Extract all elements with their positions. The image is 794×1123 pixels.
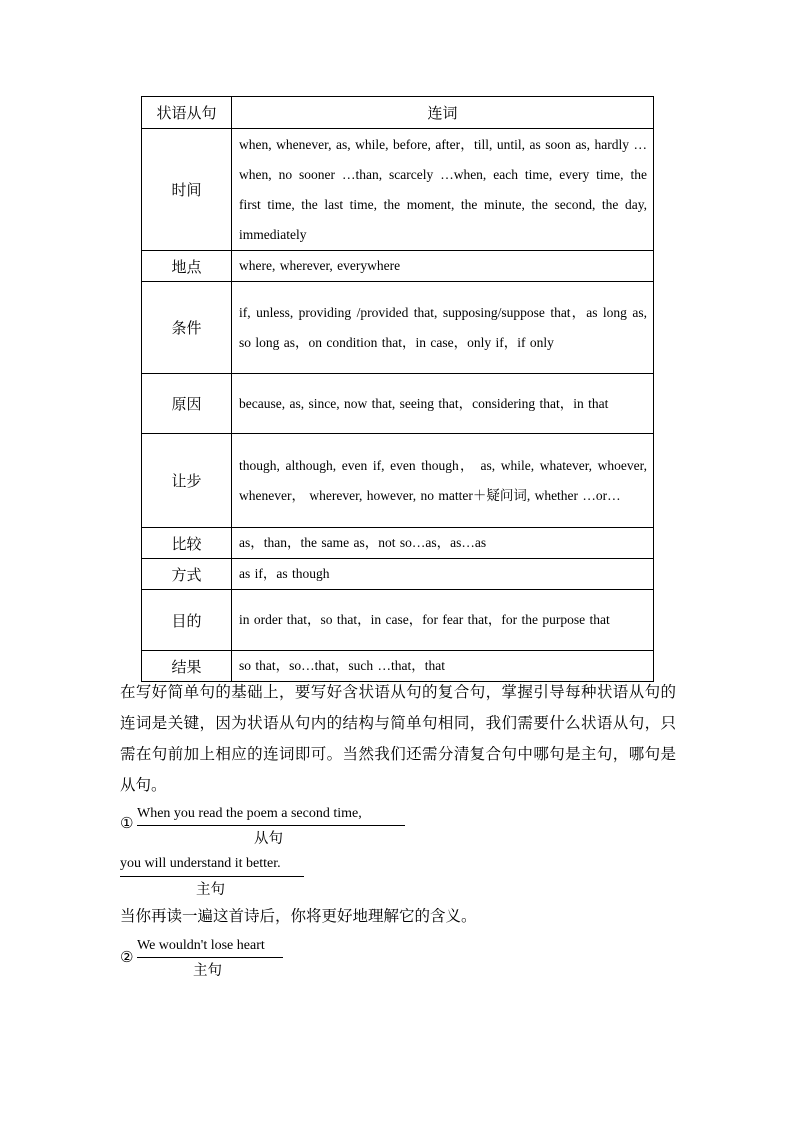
table-row [142,374,654,434]
header-conjunctions: 连词 [232,97,654,129]
table-row [142,251,654,282]
example-2-clause [120,936,320,980]
row-conjunctions-result: so that，so…that，such …that，that [232,651,654,682]
row-conjunctions-comparison: as，than，the same as，not so…as，as…as [232,528,654,559]
row-type-manner: 方式 [142,559,232,590]
table-row [142,559,654,590]
row-conjunctions-purpose: in order that，so that，in case，for fear that，for the purpose that [232,590,654,651]
row-type-place: 地点 [142,251,232,282]
row-type-comparison: 比较 [142,528,232,559]
example-1-clause [120,804,420,854]
row-conjunctions-concession: though, although, even if, even though， as, while, whatever, whoever, whenever， wherever, however, no matter＋疑问词, whether …or… [232,434,654,528]
table-header-row [142,97,654,129]
row-conjunctions-reason: because, as, since, now that, seeing that，considering that，in that [232,374,654,434]
table-row [142,129,654,251]
example-1-marker: ① [120,814,134,832]
example-2-main-clause: We wouldn't lose heart [137,938,265,953]
underline [120,876,304,877]
example-1-main [120,856,320,900]
row-type-purpose: 目的 [142,590,232,651]
example-2-marker: ② [120,948,134,966]
explanation-paragraph: 在写好简单句的基础上，要写好含状语从句的复合句，掌握引导每种状语从句的连词是关键，因为状语从句内的结构与简单句相同，我们需要什么状语从句，只需在句前加上相应的连词即可。当然我们还需分清复合句中哪句是主句，哪句是从句。 [120,683,676,794]
header-clause-type: 状语从句 [142,97,232,129]
example-1-main-clause: you will understand it better. [120,856,281,871]
row-type-condition: 条件 [142,282,232,374]
row-conjunctions-place: where, wherever, everywhere [232,251,654,282]
table-row [142,434,654,528]
underline [137,957,283,958]
row-conjunctions-time: when, whenever, as, while, before, after，till, until, as soon as, hardly …when, no sooner …than, scarcely …when, each time, every time, the first time, the last time, the moment, the minute, the second, the day, immediately [232,129,654,251]
row-type-result: 结果 [142,651,232,682]
row-conjunctions-condition: if, unless, providing /provided that, supposing/suppose that，as long as, so long as，on condition that，in case，only if，if only [232,282,654,374]
row-type-concession: 让步 [142,434,232,528]
row-conjunctions-manner: as if，as though [232,559,654,590]
example-1-translation: 当你再读一遍这首诗后，你将更好地理解它的含义。 [120,907,477,925]
underline [137,825,405,826]
example-1-subordinate-label: 从句 [254,831,283,847]
table-row [142,282,654,374]
example-1-subordinate-clause: When you read the poem a second time, [137,806,362,821]
conjunction-table [141,96,654,682]
row-type-reason: 原因 [142,374,232,434]
row-type-time: 时间 [142,129,232,251]
example-2-main-label: 主句 [193,963,222,979]
example-1-main-label: 主句 [196,882,225,898]
table-row [142,590,654,651]
table-row [142,528,654,559]
